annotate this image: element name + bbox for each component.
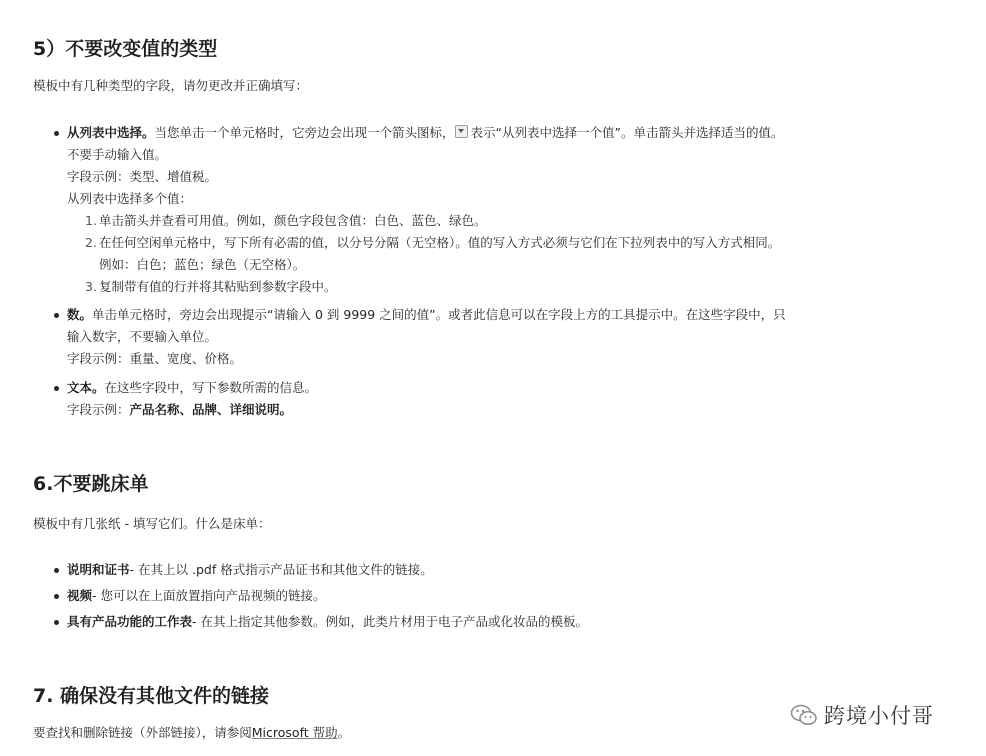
ordered-list-item: 1. 单击箭头并查看可用值。例如，颜色字段包含值：白色、蓝色、绿色。 <box>85 213 487 228</box>
ordered-list-item-continued: 例如：白色；蓝色；绿色（无空格）。 <box>99 257 306 272</box>
section-6-intro: 模板中有几张纸 - 填写它们。什么是床单： <box>33 516 271 531</box>
wechat-icon <box>790 703 818 727</box>
watermark <box>790 700 934 730</box>
item-title: 数。 <box>67 307 93 322</box>
section-5-intro: 模板中有几种类型的字段，请勿更改并正确填写： <box>33 78 309 93</box>
list-item-sheet: 说明和证书- 在其上以 .pdf 格式指示产品证书和其他文件的链接。 <box>67 559 433 581</box>
list-item-text: 文本。在这些字段中，写下参数所需的信息。 字段示例：产品名称、品牌、详细说明。 <box>67 377 317 421</box>
ordered-list-item: 3. 复制带有值的行并将其粘贴到参数字段中。 <box>85 279 337 294</box>
microsoft-help-link[interactable]: Microsoft 帮助 <box>251 725 338 740</box>
section-6-heading: 6.不要跳床单 <box>33 473 149 495</box>
section-5-heading: 5）不要改变值的类型 <box>33 38 218 60</box>
dropdown-arrow-icon <box>455 125 468 138</box>
item-title: 从列表中选择。 <box>67 125 155 140</box>
item-title: 文本。 <box>67 380 105 395</box>
section-7-intro: 要查找和删除链接（外部链接），请参阅Microsoft 帮助。 <box>33 725 351 740</box>
ordered-list <box>85 210 783 298</box>
watermark-text: 跨境小付哥 <box>824 704 934 728</box>
list-item-sheet: 具有产品功能的工作表- 在其上指定其他参数。例如，此类片材用于电子产品或化妆品的模板。 <box>67 611 588 633</box>
list-item-select-from-list: 从列表中选择。当您单击一个单元格时，它旁边会出现一个箭头图标， 表示“从列表中选择一个值”。单击箭头并选择适当的值。 不要手动输入值。 字段示例：类型、增值税。 从列表中选择多个值： 1. 单击箭头并查看可用值。例如，颜色字段包含值：白色、蓝色、绿色。 2. 在任何空闲单元格中，写下所有必需的值，以分号分隔（无空格）。值的写入方式必须与它们在下拉列表中的写入方式相同。 例如：白色；蓝色；绿色（无空格）。 3. 复制带有值的行并将其粘贴到参数字段中。 <box>67 122 783 298</box>
ordered-list-item: 2. 在任何空闲单元格中，写下所有必需的值，以分号分隔（无空格）。值的写入方式必须与它们在下拉列表中的写入方式相同。 <box>85 235 781 250</box>
list-item-number: 数。单击单元格时，旁边会出现提示“请输入 0 到 9999 之间的值”。或者此信息可以在字段上方的工具提示中。在这些字段中，只 输入数字，不要输入单位。 字段示例：重量、宽度、价格。 <box>67 304 786 370</box>
section-7-heading: 7. 确保没有其他文件的链接 <box>33 685 270 707</box>
list-item-sheet: 视频- 您可以在上面放置指向产品视频的链接。 <box>67 585 326 607</box>
